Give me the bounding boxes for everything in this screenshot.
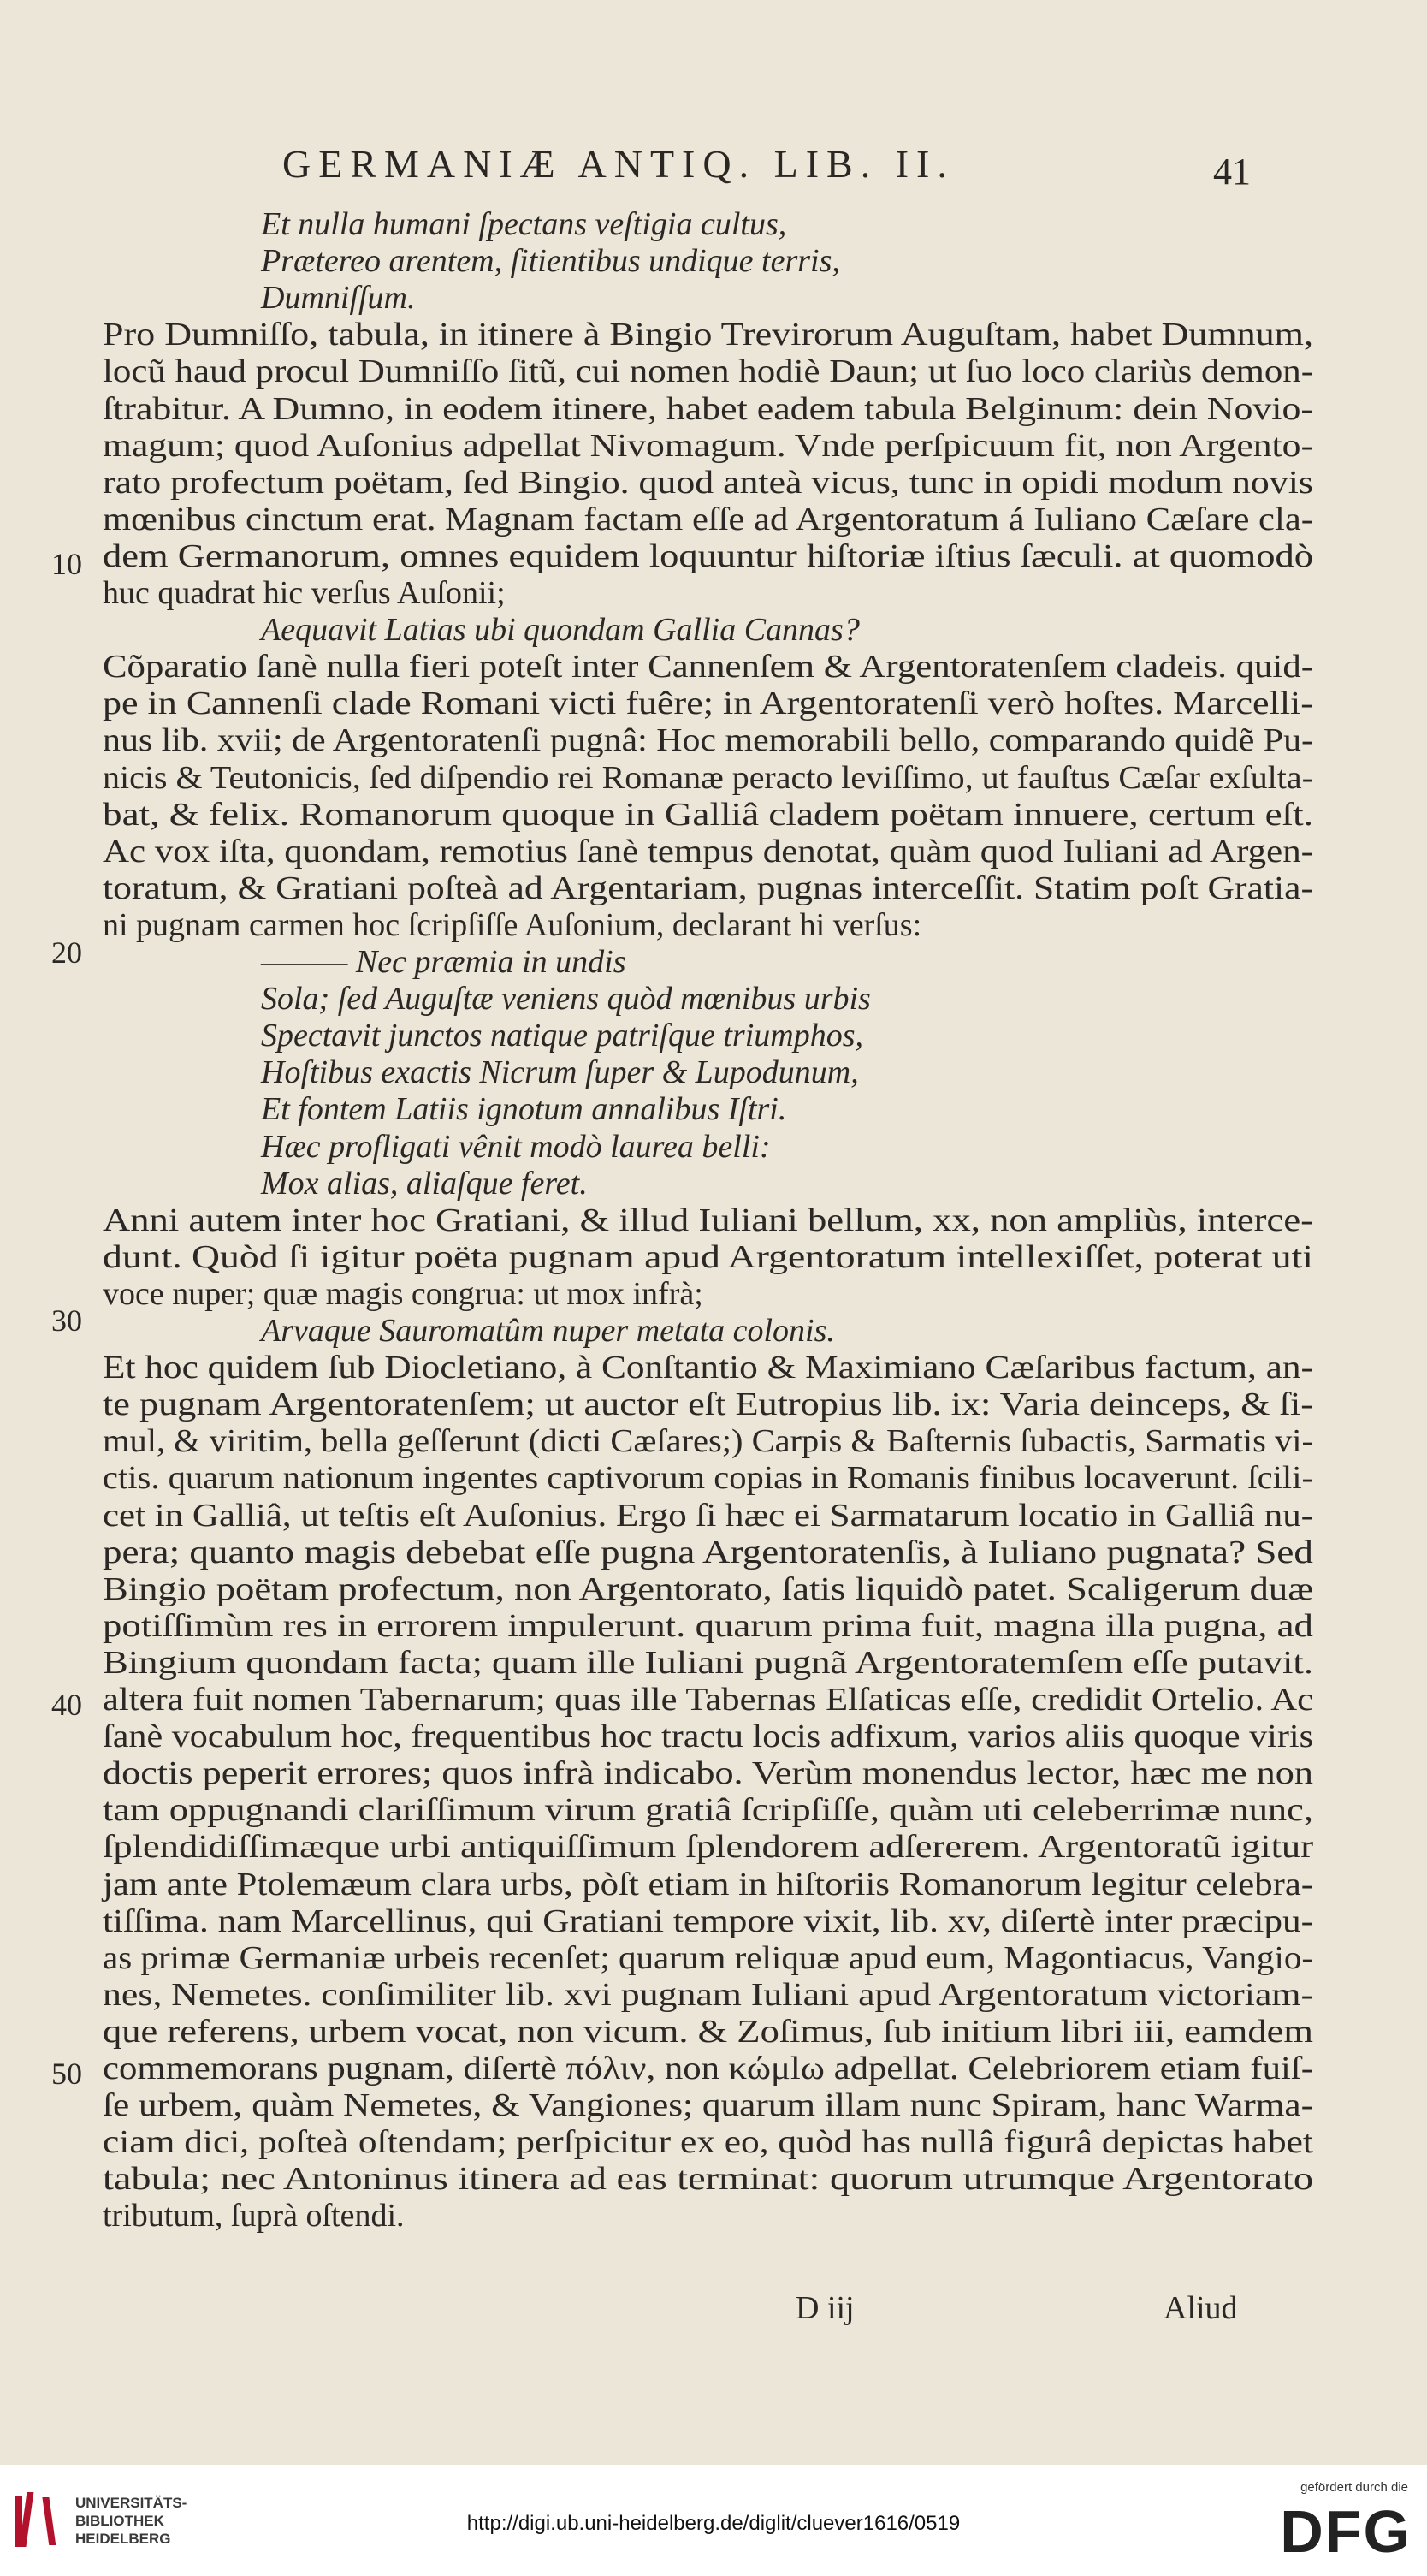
library-name-line-2: BIBLIOTHEK [75, 2513, 164, 2529]
verse-line: Dumniſſum. [261, 280, 416, 316]
text-line: pera; quanto magis debebat eſſe pugna Argentoratenſis, à Iuliano pugnata? Sed [103, 1534, 1313, 1570]
verse-line: Mox alias, aliaſque feret. [261, 1166, 588, 1202]
verse-line: Aequavit Latias ubi quondam Gallia Cannas? [261, 612, 860, 648]
verse-line: Sola; ſed Auguſtæ veniens quòd mœnibus urbis [261, 981, 871, 1017]
text-line: dunt. Quòd ſi igitur poëta pugnam apud Argentoratum intellexiſſet, poterat uti [103, 1239, 1313, 1275]
text-line: Ac vox iſta, quondam, remotius ſanè tempus denotat, quàm quod Iuliani ad Argen- [103, 834, 1313, 870]
text-line: jam ante Ptolemæum clara urbs, pòſt etiam in hiſtoriis Romanorum legitur celebra- [103, 1867, 1314, 1902]
document-url-link[interactable]: http://digi.ub.uni-heidelberg.de/diglit/cluever1616/0519 [466, 2512, 961, 2535]
verse-line: Et nulla humani ſpectans veſtigia cultus, [261, 206, 787, 242]
line-number-30: 30 [51, 1303, 82, 1338]
text-line: voce nuper; quæ magis congrua: ut mox infrà; [103, 1276, 703, 1312]
text-line: huc quadrat hic verſus Auſonii; [103, 575, 506, 611]
page-number: 41 [1213, 151, 1251, 193]
text-line: locũ haud procul Dumniſſo ſitũ, cui nomen hodiè Daun; ut ſuo loco clariùs demon- [103, 353, 1313, 389]
verse-line: Hæc profligati vênit modò laurea belli: [261, 1129, 771, 1165]
text-line: commemorans pugnam, diſertè πόλιν, non κώμlω adpellat. Celebriorem etiam fuiſ- [103, 2051, 1313, 2086]
line-number-10: 10 [51, 547, 82, 581]
text-line: ſplendidiſſimæque urbi antiquiſſimum ſplendorem adſererem. Argentoratũ igitur [103, 1829, 1314, 1865]
dfg-logo: DFG [1280, 2498, 1412, 2565]
library-name-line-1: UNIVERSITÄTS- [75, 2495, 187, 2511]
funded-by-label: gefördert durch die [1300, 2480, 1408, 2495]
verse-line: Prætereo arentem, ſitientibus undique terris, [261, 243, 840, 279]
text-line: Anni autem inter hoc Gratiani, & illud Iuliani bellum, xx, non ampliùs, interce- [103, 1202, 1313, 1238]
text-line: magum; quod Auſonius adpellat Nivomagum. Vnde perſpicuum fit, non Argento- [103, 428, 1314, 464]
text-line: mul, & viritim, bella geſſerunt (dicti Cæſares;) Carpis & Baſternis ſubactis, Sarmatis vi- [103, 1423, 1313, 1459]
text-line: Bingium quondam facta; quam ille Iuliani pugnã Argentoratemſem eſſe putavit. [103, 1645, 1313, 1681]
signature-mark: D iij [796, 2290, 855, 2326]
verse-line: ——— Nec præmia in undis [261, 944, 626, 980]
text-line: dem Germanorum, omnes equidem loquuntur hiſtoriæ iſtius ſæculi. at quomodò [103, 538, 1313, 574]
text-line: Bingio poëtam profectum, non Argentorato, ſatis liquidò patet. Scaligerum duæ [103, 1571, 1313, 1607]
text-line: ctis. quarum nationum ingentes captivorum copias in Romanis finibus locaverunt. ſcili- [103, 1460, 1313, 1496]
line-number-40: 40 [51, 1688, 82, 1722]
text-line: Et hoc quidem ſub Diocletiano, à Conſtantio & Maximiano Cæſaribus factum, an- [103, 1350, 1313, 1386]
text-line: bat, & felix. Romanorum quoque in Galliâ cladem poëtam innuere, certum eſt. [103, 797, 1313, 833]
verse-line: Et fontem Latiis ignotum annalibus Iſtri. [261, 1091, 787, 1127]
text-line: potiſſimùm res in errorem impulerunt. quarum prima fuit, magna illa pugna, ad [103, 1608, 1313, 1644]
text-line: nicis & Teutonicis, ſed diſpendio rei Romanæ peracto leviſſimo, ut fauſtus Cæſar exſulta- [103, 760, 1313, 796]
text-line: cet in Galliâ, ut teſtis eſt Auſonius. Ergo ſi hæc ei Sarmatarum locatio in Galliâ nu- [103, 1498, 1313, 1534]
text-line: te pugnam Argentoratenſem; ut auctor eſt Eutropius lib. ix: Varia deinceps, & ſi- [103, 1386, 1314, 1422]
text-line: tributum, ſuprà oſtendi. [103, 2198, 405, 2234]
text-line: ni pugnam carmen hoc ſcripſiſſe Auſonium, declarant hi verſus: [103, 907, 922, 943]
library-name-line-3: HEIDELBERG [75, 2531, 171, 2547]
verse-line: Spectavit junctos natique patriſque triumphos, [261, 1018, 863, 1054]
text-line: altera fuit nomen Tabernarum; quas ille Tabernas Elſaticas eſſe, credidit Ortelio. Ac [103, 1682, 1314, 1718]
verse-line: Arvaque Sauromatûm nuper metata colonis. [261, 1313, 835, 1349]
line-number-20: 20 [51, 935, 82, 970]
line-number-50: 50 [51, 2057, 82, 2091]
text-line: as primæ Germaniæ urbeis recenſet; quarum reliquæ apud eum, Magontiacus, Vangio- [103, 1940, 1314, 1976]
text-line: ſtrabitur. A Dumno, in eodem itinere, habet eadem tabula Belginum: dein Novio- [103, 391, 1314, 427]
text-line: Cõparatio ſanè nulla fieri poteſt inter Cannenſem & Argentoratenſem cladeis. quid- [103, 649, 1313, 685]
text-line: tam oppugnandi clariſſimum virum gratiâ ſcripſiſſe, quàm uti celeberrimæ nunc, [103, 1792, 1313, 1828]
text-line: rato profectum poëtam, ſed Bingio. quod anteà vicus, tunc in opidi modum novis [103, 465, 1313, 501]
text-line: Pro Dumniſſo, tabula, in itinere à Bingio Trevirorum Auguſtam, habet Dumnum, [103, 317, 1313, 353]
text-line: pe in Cannenſi clade Romani victi fuêre; in Argentoratenſi verò hoſtes. Marcelli- [103, 686, 1313, 721]
text-line: mœnibus cinctum erat. Magnam factam eſſe ad Argentoratum á Iuliano Cæſare cla- [103, 502, 1313, 537]
catchword: Aliud [1164, 2290, 1238, 2326]
verse-line: Hoſtibus exactis Nicrum ſuper & Lupodunum, [261, 1054, 859, 1090]
text-line: ciam dici, poſteà oſtendam; perſpicitur ex eo, quòd has nullâ figurâ depictas habet [103, 2124, 1313, 2160]
running-header: GERMANIÆ ANTIQ. LIB. II. [282, 142, 955, 186]
text-line: doctis peperit errores; quos infrà indicabo. Verùm monendus lector, hæc me non [103, 1755, 1313, 1791]
text-line: ſanè vocabulum hoc, frequentibus hoc tractu locis adfixum, varios aliis quoque viris [103, 1718, 1314, 1754]
text-line: ſe urbem, quàm Nemetes, & Vangiones; quarum illam nunc Spiram, hanc Warma- [103, 2087, 1314, 2123]
text-line: nus lib. xvii; de Argentoratenſi pugnâ: Hoc memorabili bello, comparando quidẽ Pu- [103, 722, 1313, 758]
text-line: tabula; nec Antoninus itinera ad eas terminat: quorum utrumque Argentorato [103, 2161, 1314, 2197]
text-line: toratum, & Gratiani poſteà ad Argentariam, pugnas interceſſit. Statim poſt Gratia- [103, 870, 1314, 906]
text-line: tiſſima. nam Marcellinus, qui Gratiani tempore vixit, lib. xv, diſertè inter præcipu- [103, 1903, 1314, 1939]
text-line: nes, Nemetes. conſimiliter lib. xvi pugnam Iuliani apud Argentoratum victoriam- [103, 1977, 1314, 2013]
text-line: que referens, urbem vocat, non vicum. & Zoſimus, ſub initium libri iii, eamdem [103, 2014, 1313, 2050]
